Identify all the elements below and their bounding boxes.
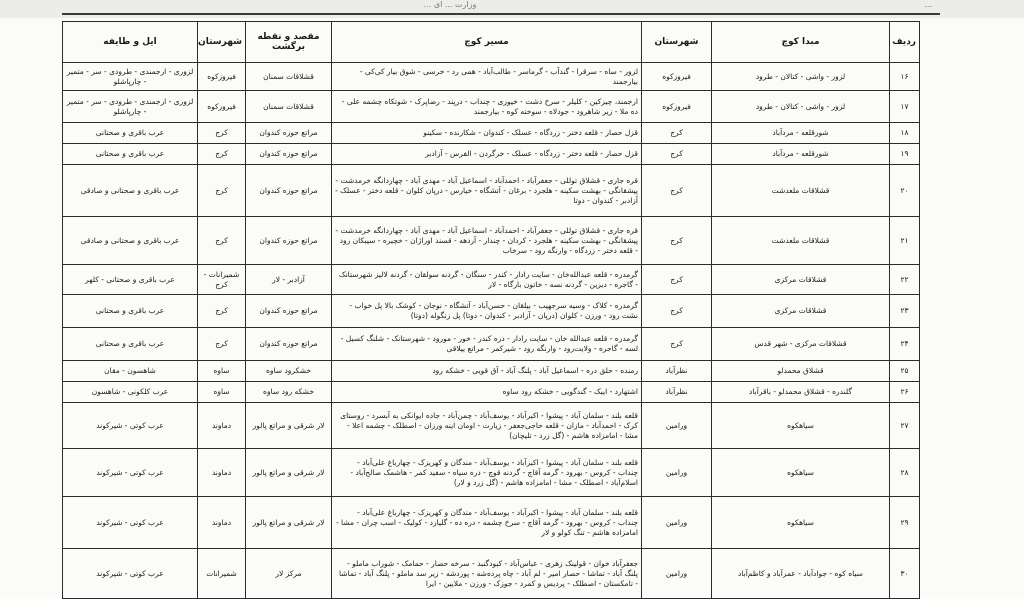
- header-origin: مبدا کوچ: [712, 22, 890, 63]
- header-rule: [62, 13, 940, 15]
- row-dest-county: دماوند: [198, 449, 246, 497]
- row-dest-county: دماوند: [198, 497, 246, 549]
- row-num: ۲۸: [890, 449, 920, 497]
- table-row: [63, 549, 920, 599]
- row-dest-county: کرج: [198, 123, 246, 144]
- table-row: [63, 403, 920, 449]
- row-destination: مراتع حوزه کندوان: [246, 165, 332, 217]
- row-origin: گلندره - قشلاق محمدلو - باقرآباد: [712, 382, 890, 403]
- header-route: مسیر کوچ: [332, 22, 642, 63]
- row-county: کرج: [642, 165, 712, 217]
- row-county: فیروزکوه: [642, 91, 712, 123]
- page-corner-text: ...: [924, 0, 932, 9]
- row-dest-county: کرج: [198, 328, 246, 361]
- row-num: ۱۶: [890, 63, 920, 91]
- row-destination: آزادبر - لار: [246, 265, 332, 295]
- row-origin: سیاهکوه: [712, 449, 890, 497]
- row-destination: مرکز لار: [246, 549, 332, 599]
- row-num: ۳۰: [890, 549, 920, 599]
- row-origin: لزور - واشی - کتالان - طرود: [712, 91, 890, 123]
- header-num: ردیف: [890, 22, 920, 63]
- row-county: فیروزکوه: [642, 63, 712, 91]
- row-tribe: لزوری - ارجمندی - طرودی - سر - متمیر - چارپاشلو: [63, 91, 198, 123]
- row-tribe: لزوری - ارجمندی - طرودی - سر - متمیر - چارپاشلو: [63, 63, 198, 91]
- row-dest-county: فیروزکوه: [198, 63, 246, 91]
- row-county: کرج: [642, 123, 712, 144]
- row-num: ۲۷: [890, 403, 920, 449]
- row-origin: شورقلعه - مردآباد: [712, 144, 890, 165]
- table-row: [63, 449, 920, 497]
- row-route: ارجمند، چیزکین - کلیلر - سرخ دشت - خیوزی - چنداب - درپند - رضاپرک - شوتکاه چشمه علی - ده ملا - زیر شاهرود - جودلاه - سوخته کوه - بیارجمند: [332, 91, 642, 123]
- table-row: [63, 382, 920, 403]
- row-county: ورامین: [642, 497, 712, 549]
- row-origin: قشلاقات مرکزی - شهر قدس: [712, 328, 890, 361]
- row-county: ورامین: [642, 549, 712, 599]
- row-origin: شورقلعه - مردآباد: [712, 123, 890, 144]
- row-origin: سیاهکوه: [712, 403, 890, 449]
- row-county: کرج: [642, 265, 712, 295]
- row-dest-county: شمیرانات - کرج: [198, 265, 246, 295]
- row-route: رمنده - حلق دره - اسماعیل آباد - پلنگ آباد - آق قویی - خشکه رود: [332, 361, 642, 382]
- row-dest-county: کرج: [198, 144, 246, 165]
- table-row: [63, 497, 920, 549]
- row-route: قزل حصار - قلعه دختر - زردگاه - عسلک - کندوان - شکارنده - سکینو: [332, 123, 642, 144]
- row-destination: خشکرود ساوه: [246, 361, 332, 382]
- row-num: ۲۱: [890, 217, 920, 265]
- row-route: قره جاری - قشلاق توللی - جعفرآباد - احمدآباد - اسماعیل آباد - مهدی آباد - چهاردانگه خرمدشت - پیشقانگی - بهشت سکینه - هلجرد - کردان - چندار - آردهه - قسند اوراژان - خچیره - سیبکان رود - قلعه دختر - زردگاه - وارنگه رود - سرخاب: [332, 217, 642, 265]
- row-tribe: عرب کوتی - شیرکوند: [63, 403, 198, 449]
- page-top-strip: [0, 0, 1024, 18]
- row-num: ۲۳: [890, 295, 920, 328]
- row-destination: مراتع حوزه کندوان: [246, 328, 332, 361]
- row-dest-county: شمیرانات: [198, 549, 246, 599]
- row-route: جعفرآباد خوان - قولینک زهری - عباس‌آباد - کبودگنبد - سرخه حصار - حمامک - شوراب ماملو - پلنگ آباد - تماشا - حصار امیر - لم آباد - چاه پرده‌شه - پوردشه - زیر سد ماملو - پلنگ آباد - تماشا - تامکستان - اصطلک - پردیس و کمرد - جوزک - ورزن - ملایین - ایرا: [332, 549, 642, 599]
- row-num: ۱۹: [890, 144, 920, 165]
- table-row: [63, 144, 920, 165]
- table-row: [63, 123, 920, 144]
- row-county: کرج: [642, 328, 712, 361]
- table-row: [63, 265, 920, 295]
- row-route: قلعه بلند - سلمان آباد - پیشوا - اکبرآباد - یوسف‌آباد - چمن‌آباد - جاده ایوانکی به آبسرد - روستای کرک - احمدآباد - مازان - قلعه حاجی‌جعفر - زیارت - اومان اینه ورزان - اصطلک - چشمه اعلا - مشا - امامزاده هاشم - (گل زرد - تلیچان): [332, 403, 642, 449]
- row-route: گرمدره - قلعه عبدالله خان - سایت رادار - دره کندر - خور - مورود - شهرستانک - شلنگ کسیل - لسه - گاجره - ولایت‌رود - وارنگه رود - شیرکمر - مراتع ییلاقی: [332, 328, 642, 361]
- row-tribe: عرب کوتی - شیرکوند: [63, 497, 198, 549]
- row-origin: قشلاقات ملعدشت: [712, 165, 890, 217]
- row-destination: لار شرقی و مراتع پالور: [246, 497, 332, 549]
- row-county: کرج: [642, 144, 712, 165]
- table-row: [63, 91, 920, 123]
- row-tribe: عرب باقری و صحتانی: [63, 144, 198, 165]
- row-tribe: عرب باقری و صحتانی - کلهر: [63, 265, 198, 295]
- row-tribe: شاهسون - مقان: [63, 361, 198, 382]
- row-dest-county: کرج: [198, 217, 246, 265]
- row-destination: لار شرقی و مراتع پالور: [246, 403, 332, 449]
- row-tribe: عرب باقری و صحتانی و صادقی: [63, 165, 198, 217]
- row-destination: مراتع حوزه کندوان: [246, 123, 332, 144]
- row-tribe: عرب باقری و صحتانی: [63, 328, 198, 361]
- row-county: نظرآباد: [642, 361, 712, 382]
- row-tribe: عرب کلکونی - شاهسون: [63, 382, 198, 403]
- header-destination: مقصد و نقطه برگشت: [246, 22, 332, 63]
- table-row: [63, 165, 920, 217]
- page-header-text: وزارت ... ای ...: [423, 0, 477, 9]
- row-origin: قشلاقات مرکزی: [712, 295, 890, 328]
- table-row: [63, 295, 920, 328]
- row-destination: لار شرقی و مراتع پالور: [246, 449, 332, 497]
- header-row: [63, 22, 920, 63]
- migration-table: [62, 21, 920, 599]
- row-tribe: عرب باقری و صحتانی: [63, 295, 198, 328]
- row-origin: قشلاق محمدلو: [712, 361, 890, 382]
- row-route: گرمدره - کلاک - وسیه سرجهیب - بیلقان - حسن‌آباد - آتشگاه - نوجان - کوشک بالا پل خواب - نشت رود - ورزن - کلوان (درپان - آزادبر - کندوان - دوتا) پل زنگوله (دوتا): [332, 295, 642, 328]
- row-dest-county: فیروزکوه: [198, 91, 246, 123]
- row-num: ۲۵: [890, 361, 920, 382]
- row-dest-county: ساوه: [198, 382, 246, 403]
- row-dest-county: ساوه: [198, 361, 246, 382]
- row-route: لزور - ساه - سرقرا - گندآب - گرماسر - طالب‌آباد - همی رد - خرسی - شوق بیار کی‌کی - بیارجمند: [332, 63, 642, 91]
- row-route: قزل حصار - قلعه دختر - زردگاه - عسلک - خرگردن - الفرس - آزادبر: [332, 144, 642, 165]
- row-num: ۲۶: [890, 382, 920, 403]
- row-county: کرج: [642, 295, 712, 328]
- row-destination: خشکه رود ساوه: [246, 382, 332, 403]
- row-num: ۱۸: [890, 123, 920, 144]
- row-destination: مراتع حوزه کندوان: [246, 295, 332, 328]
- table-row: [63, 361, 920, 382]
- row-tribe: عرب کوتی - شیرکوند: [63, 549, 198, 599]
- row-tribe: عرب کوتی - شیرکوند: [63, 449, 198, 497]
- row-origin: سیاهکوه: [712, 497, 890, 549]
- table-row: [63, 328, 920, 361]
- row-county: ورامین: [642, 403, 712, 449]
- row-county: نظرآباد: [642, 382, 712, 403]
- row-route: قلعه بلند - سلمان آباد - پیشوا - اکبرآباد - یوسف‌آباد - مندگان و کهریزک - چهارباغ علی‌آباد - چنداب - کروس - بهرود - گرمه آقاچ - گردنه قوچ - دره سیاه - سفید کمر - هاشمک صالح‌آباد - اسلام‌آباد - اصطلک - مشا - امامزاده هاشم - (گل زرد و لار): [332, 449, 642, 497]
- row-num: ۲۴: [890, 328, 920, 361]
- row-tribe: عرب باقری و صحتانی: [63, 123, 198, 144]
- row-destination: مراتع حوزه کندوان: [246, 144, 332, 165]
- row-num: ۱۷: [890, 91, 920, 123]
- row-origin: قشلاقات مرکزی: [712, 265, 890, 295]
- row-dest-county: کرج: [198, 165, 246, 217]
- header-dest-county: شهرستان: [198, 22, 246, 63]
- row-route: قره جاری - قشلاق توللی - جعفرآباد - احمدآباد - اسماعیل آباد - مهدی آباد - چهاردانگه خرمدشت - پیشقانگی - بهشت سکینه - هلجرد - برغان - آتشگاه - خیارس - درپان کلوان - قلعه دختر - عسلک - آزادبر - کندوان - دوتا: [332, 165, 642, 217]
- row-destination: مراتع حوزه کندوان: [246, 217, 332, 265]
- table-row: [63, 217, 920, 265]
- row-origin: قشلاقات ملعدشت: [712, 217, 890, 265]
- row-num: ۲۹: [890, 497, 920, 549]
- row-origin: لزور - واشی - کتالان - طرود: [712, 63, 890, 91]
- row-route: گرمدره - قلعه عبدالله‌خان - سایت رادار - کندر - سنگان - گردنه سولقان - گردنه لالیز شهرستانک - گاجره - دیزین - گردنه نسه - خاتون بارگاه - لار: [332, 265, 642, 295]
- header-origin-county: شهرستان: [642, 22, 712, 63]
- row-origin: سیاه کوه - جوادآباد - عمرآباد و کاظم‌آباد: [712, 549, 890, 599]
- row-destination: قشلاقات سمنان: [246, 63, 332, 91]
- row-county: ورامین: [642, 449, 712, 497]
- row-route: قلعه بلند - سلمان آباد - پیشوا - اکبرآباد - یوسف‌آباد - مندگان و کهریزک - چهارباغ علی‌آباد - چنداب - کروس - بهرود - گرمه آقاچ - سرخ چشمه - دره ده - گلیارد - کولیک - اسب چران - مشا - امامزاده هاشم - تنگ کولو و لار: [332, 497, 642, 549]
- table-row: [63, 63, 920, 91]
- row-county: کرج: [642, 217, 712, 265]
- row-num: ۲۰: [890, 165, 920, 217]
- header-tribe: ایل و طایفه: [63, 22, 198, 63]
- row-destination: قشلاقات سمنان: [246, 91, 332, 123]
- row-dest-county: دماوند: [198, 403, 246, 449]
- row-dest-county: کرج: [198, 295, 246, 328]
- row-tribe: عرب باقری و صحتانی و صادقی: [63, 217, 198, 265]
- row-num: ۲۲: [890, 265, 920, 295]
- row-route: اشتهارد - ایبک - گندگویی - خشکه رود ساوه: [332, 382, 642, 403]
